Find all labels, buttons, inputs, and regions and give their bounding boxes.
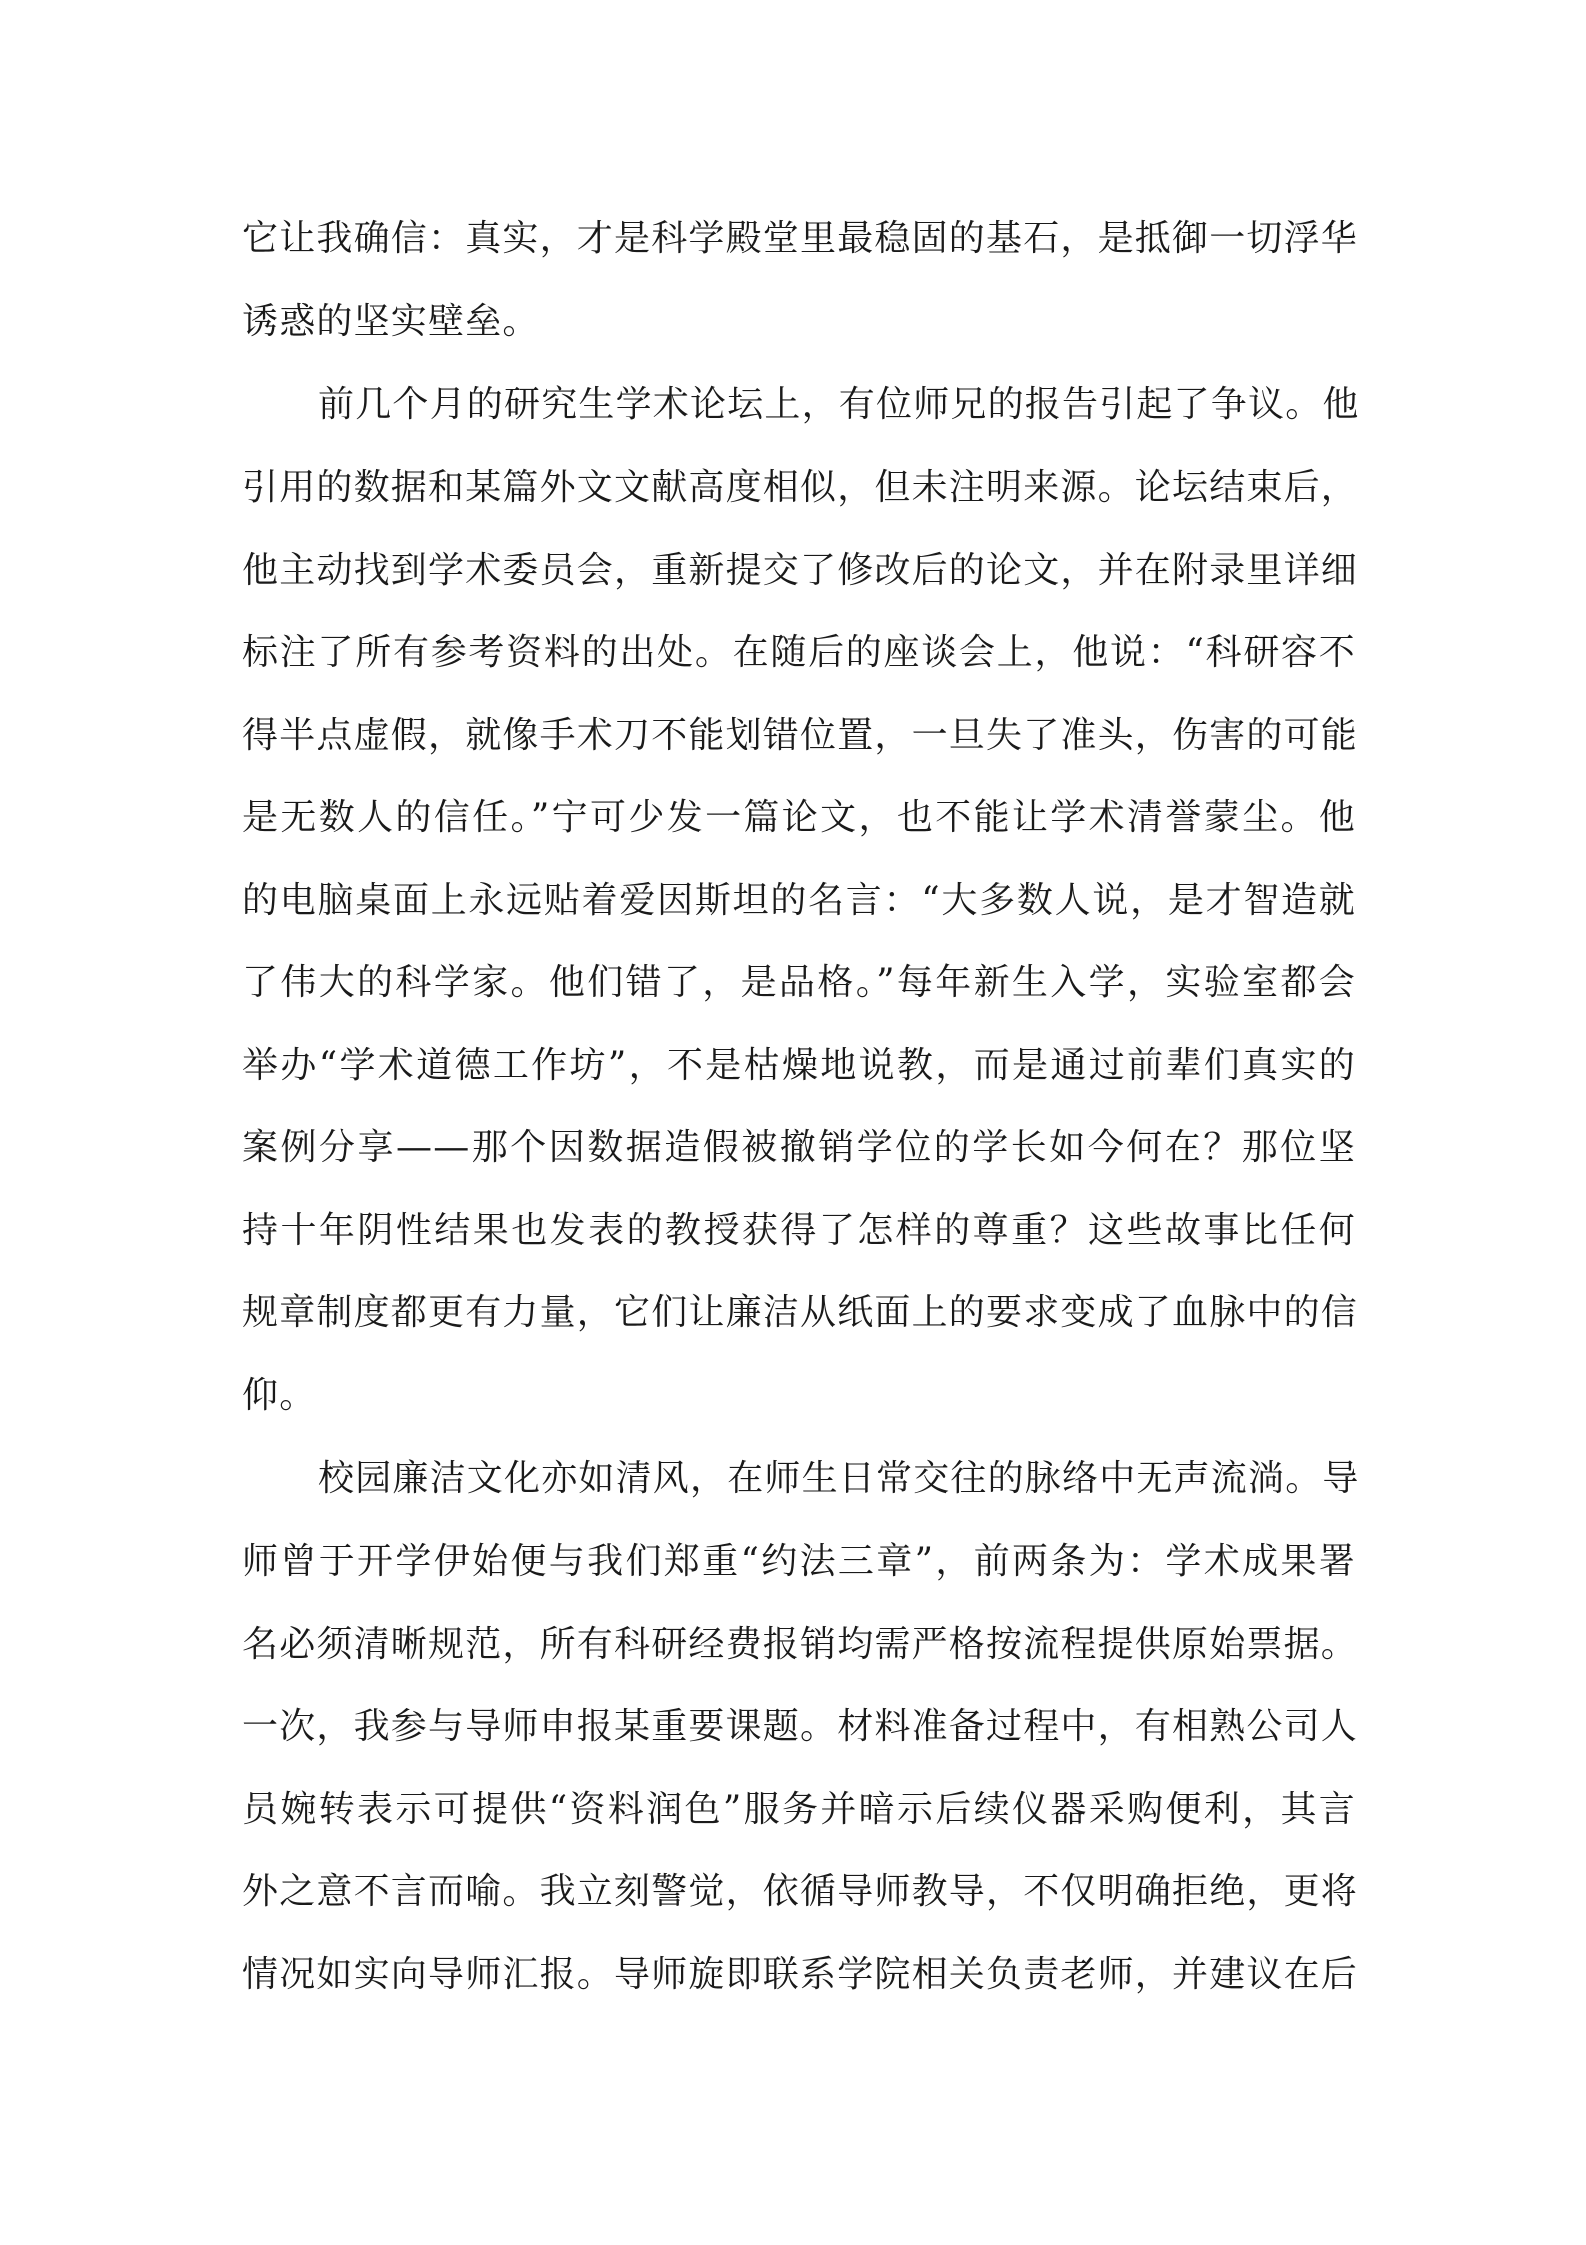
text-line: 是无数人的信任。”宁可少发一篇论文，也不能让学术清誉蒙尘。他: [242, 797, 1356, 838]
text-line: 员婉转表示可提供“资料润色”服务并暗示后续仪器采购便利，其言: [242, 1788, 1356, 1830]
text-line: 的电脑桌面上永远贴着爱因斯坦的名言：“大多数人说，是才智造就: [242, 879, 1356, 921]
text-line: 名必须清晰规范，所有科研经费报销均需严格按流程提供原始票据。: [242, 1623, 1359, 1665]
text-line: 了伟大的科学家。他们错了，是品格。”每年新生入学，实验室都会: [242, 962, 1356, 1003]
text-line: 他主动找到学术委员会，重新提交了修改后的论文，并在附录里详细: [242, 549, 1359, 591]
text-line: 一次，我参与导师申报某重要课题。材料准备过程中，有相熟公司人: [242, 1706, 1359, 1747]
text-line: 得半点虚假，就像手术刀不能划错位置，一旦失了准头，伤害的可能: [242, 714, 1359, 756]
text-line: 外之意不言而喻。我立刻警觉，依循导师教导，不仅明确拒绝，更将: [242, 1871, 1359, 1912]
text-line: 引用的数据和某篇外文文献高度相似，但未注明来源。论坛结束后，: [242, 467, 1359, 508]
text-line: 师曾于开学伊始便与我们郑重“约法三章”，前两条为：学术成果署: [242, 1541, 1356, 1582]
text-line: 规章制度都更有力量，它们让廉洁从纸面上的要求变成了血脉中的信: [242, 1292, 1359, 1333]
text-line: 案例分享——那个因数据造假被撤销学位的学长如今何在？那位坚: [242, 1127, 1356, 1168]
paragraph-first-line: 校园廉洁文化亦如清风，在师生日常交往的脉络中无声流淌。导: [318, 1458, 1360, 1499]
text-line: 它让我确信：真实，才是科学殿堂里最稳固的基石，是抵御一切浮华: [242, 218, 1359, 259]
paragraph-first-line: 前几个月的研究生学术论坛上，有位师兄的报告引起了争议。他: [318, 384, 1360, 425]
text-line: 仰。: [242, 1374, 317, 1416]
body-text: [242, 198, 1360, 2016]
text-line: 持十年阴性结果也发表的教授获得了怎样的尊重？这些故事比任何: [242, 1209, 1356, 1251]
text-line: 诱惑的坚实壁垒。: [242, 300, 540, 342]
text-line: 情况如实向导师汇报。导师旋即联系学院相关负责老师，并建议在后: [242, 1953, 1359, 1995]
text-line: 标注了所有参考资料的出处。在随后的座谈会上，他说：“科研容不: [242, 632, 1356, 673]
text-line: 举办“学术道德工作坊”，不是枯燥地说教，而是通过前辈们真实的: [242, 1044, 1356, 1086]
